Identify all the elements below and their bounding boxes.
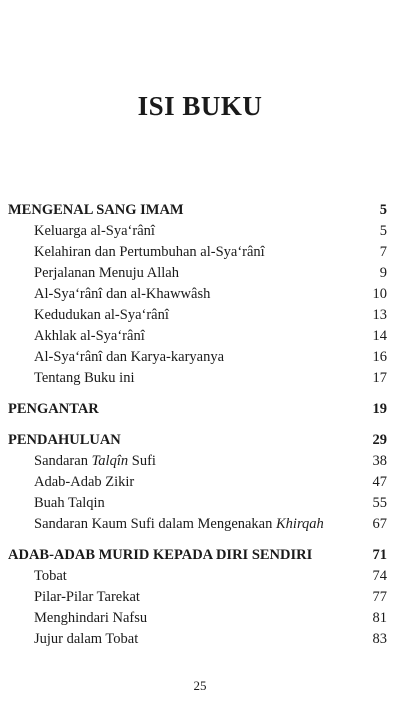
toc-entry-label	[34, 451, 156, 472]
toc-entry[interactable]	[8, 305, 387, 326]
toc-heading-pendahuluan[interactable]	[8, 430, 387, 451]
toc-entry-label: Menghindari Nafsu	[34, 610, 148, 626]
toc-page-number: 81	[372, 610, 387, 626]
toc-entry[interactable]	[8, 629, 387, 650]
toc-entry[interactable]	[8, 514, 387, 535]
toc-entry-label: Kedudukan al-Sya‘rânî	[34, 307, 169, 323]
toc-entry[interactable]	[8, 451, 387, 472]
toc-page-number: 83	[372, 631, 387, 647]
toc-entry-label-italic: Khirqah	[276, 516, 324, 532]
toc-entry[interactable]	[8, 221, 387, 242]
toc-entry[interactable]	[8, 472, 387, 493]
toc-page-number: 29	[372, 432, 387, 448]
toc-entry-label: Keluarga al-Sya‘rânî	[34, 223, 155, 239]
toc-entry-label: Buah Talqin	[34, 495, 105, 511]
toc-page-number: 10	[372, 286, 387, 302]
toc-page-number: 5	[379, 202, 387, 218]
toc-entry[interactable]	[8, 493, 387, 514]
toc-entry[interactable]	[8, 347, 387, 368]
toc-entry-label: Perjalanan Menuju Allah	[34, 265, 179, 281]
toc-entry-label: Akhlak al-Sya‘rânî	[34, 328, 145, 344]
toc-page-number: 13	[372, 307, 387, 323]
toc-page-number: 77	[372, 589, 387, 605]
toc-entry[interactable]	[8, 326, 387, 347]
toc-entry[interactable]	[8, 608, 387, 629]
toc-page-number: 14	[372, 328, 387, 344]
toc-entry-label: Pilar-Pilar Tarekat	[34, 589, 140, 605]
toc-entry[interactable]	[8, 284, 387, 305]
toc-entry-label: Adab-Adab Zikir	[34, 474, 135, 490]
page-title: ISI BUKU	[137, 91, 263, 121]
toc-entry-label: Al-Sya‘rânî dan al-Khawwâsh	[34, 286, 211, 302]
toc-heading-mengenal-sang-imam[interactable]	[8, 200, 387, 221]
toc-entry-label: Jujur dalam Tobat	[34, 631, 139, 647]
toc-heading-label: PENGANTAR	[8, 401, 99, 417]
toc-page-number: 5	[379, 223, 387, 239]
toc-entry-label: Tentang Buku ini	[34, 370, 135, 386]
toc-entry[interactable]	[8, 566, 387, 587]
toc-entry[interactable]	[8, 263, 387, 284]
footer-page-number: 25	[193, 678, 207, 693]
toc-entry-label-italic: Talqîn	[91, 453, 129, 469]
toc-heading-label: MENGENAL SANG IMAM	[8, 202, 184, 218]
toc-entry-label-prefix: Sandaran	[34, 453, 92, 469]
toc-entry[interactable]	[8, 242, 387, 263]
toc-entry[interactable]	[8, 587, 387, 608]
toc-entry-label-prefix: Sandaran Kaum Sufi dalam Mengenakan	[34, 516, 276, 532]
toc-page-number: 71	[372, 547, 387, 563]
toc-entry-label: Kelahiran dan Pertumbuhan al-Sya‘rânî	[34, 244, 265, 260]
toc-heading-pengantar[interactable]	[8, 399, 387, 420]
toc-entry-label: Tobat	[34, 568, 67, 584]
toc-page-number: 7	[379, 244, 387, 260]
table-of-contents	[8, 200, 387, 650]
toc-entry-label	[34, 514, 324, 535]
toc-entry[interactable]	[8, 368, 387, 389]
toc-page-number: 9	[379, 265, 387, 281]
toc-page-number: 47	[372, 474, 387, 490]
toc-heading-label: PENDAHULUAN	[8, 432, 121, 448]
toc-page-number: 74	[372, 568, 387, 584]
toc-page-number: 16	[372, 349, 387, 365]
toc-heading-label: ADAB-ADAB MURID KEPADA DIRI SENDIRI	[8, 547, 313, 563]
toc-entry-label: Al-Sya‘rânî dan Karya-karyanya	[34, 349, 225, 365]
toc-page-number: 38	[372, 453, 387, 469]
toc-entry-label-suffix: Sufi	[128, 453, 156, 469]
toc-heading-adab-adab-murid[interactable]	[8, 545, 387, 566]
toc-page-number: 67	[372, 516, 387, 532]
toc-page-number: 17	[372, 370, 387, 386]
toc-page-number: 19	[372, 401, 387, 417]
toc-page-number: 55	[372, 495, 387, 511]
